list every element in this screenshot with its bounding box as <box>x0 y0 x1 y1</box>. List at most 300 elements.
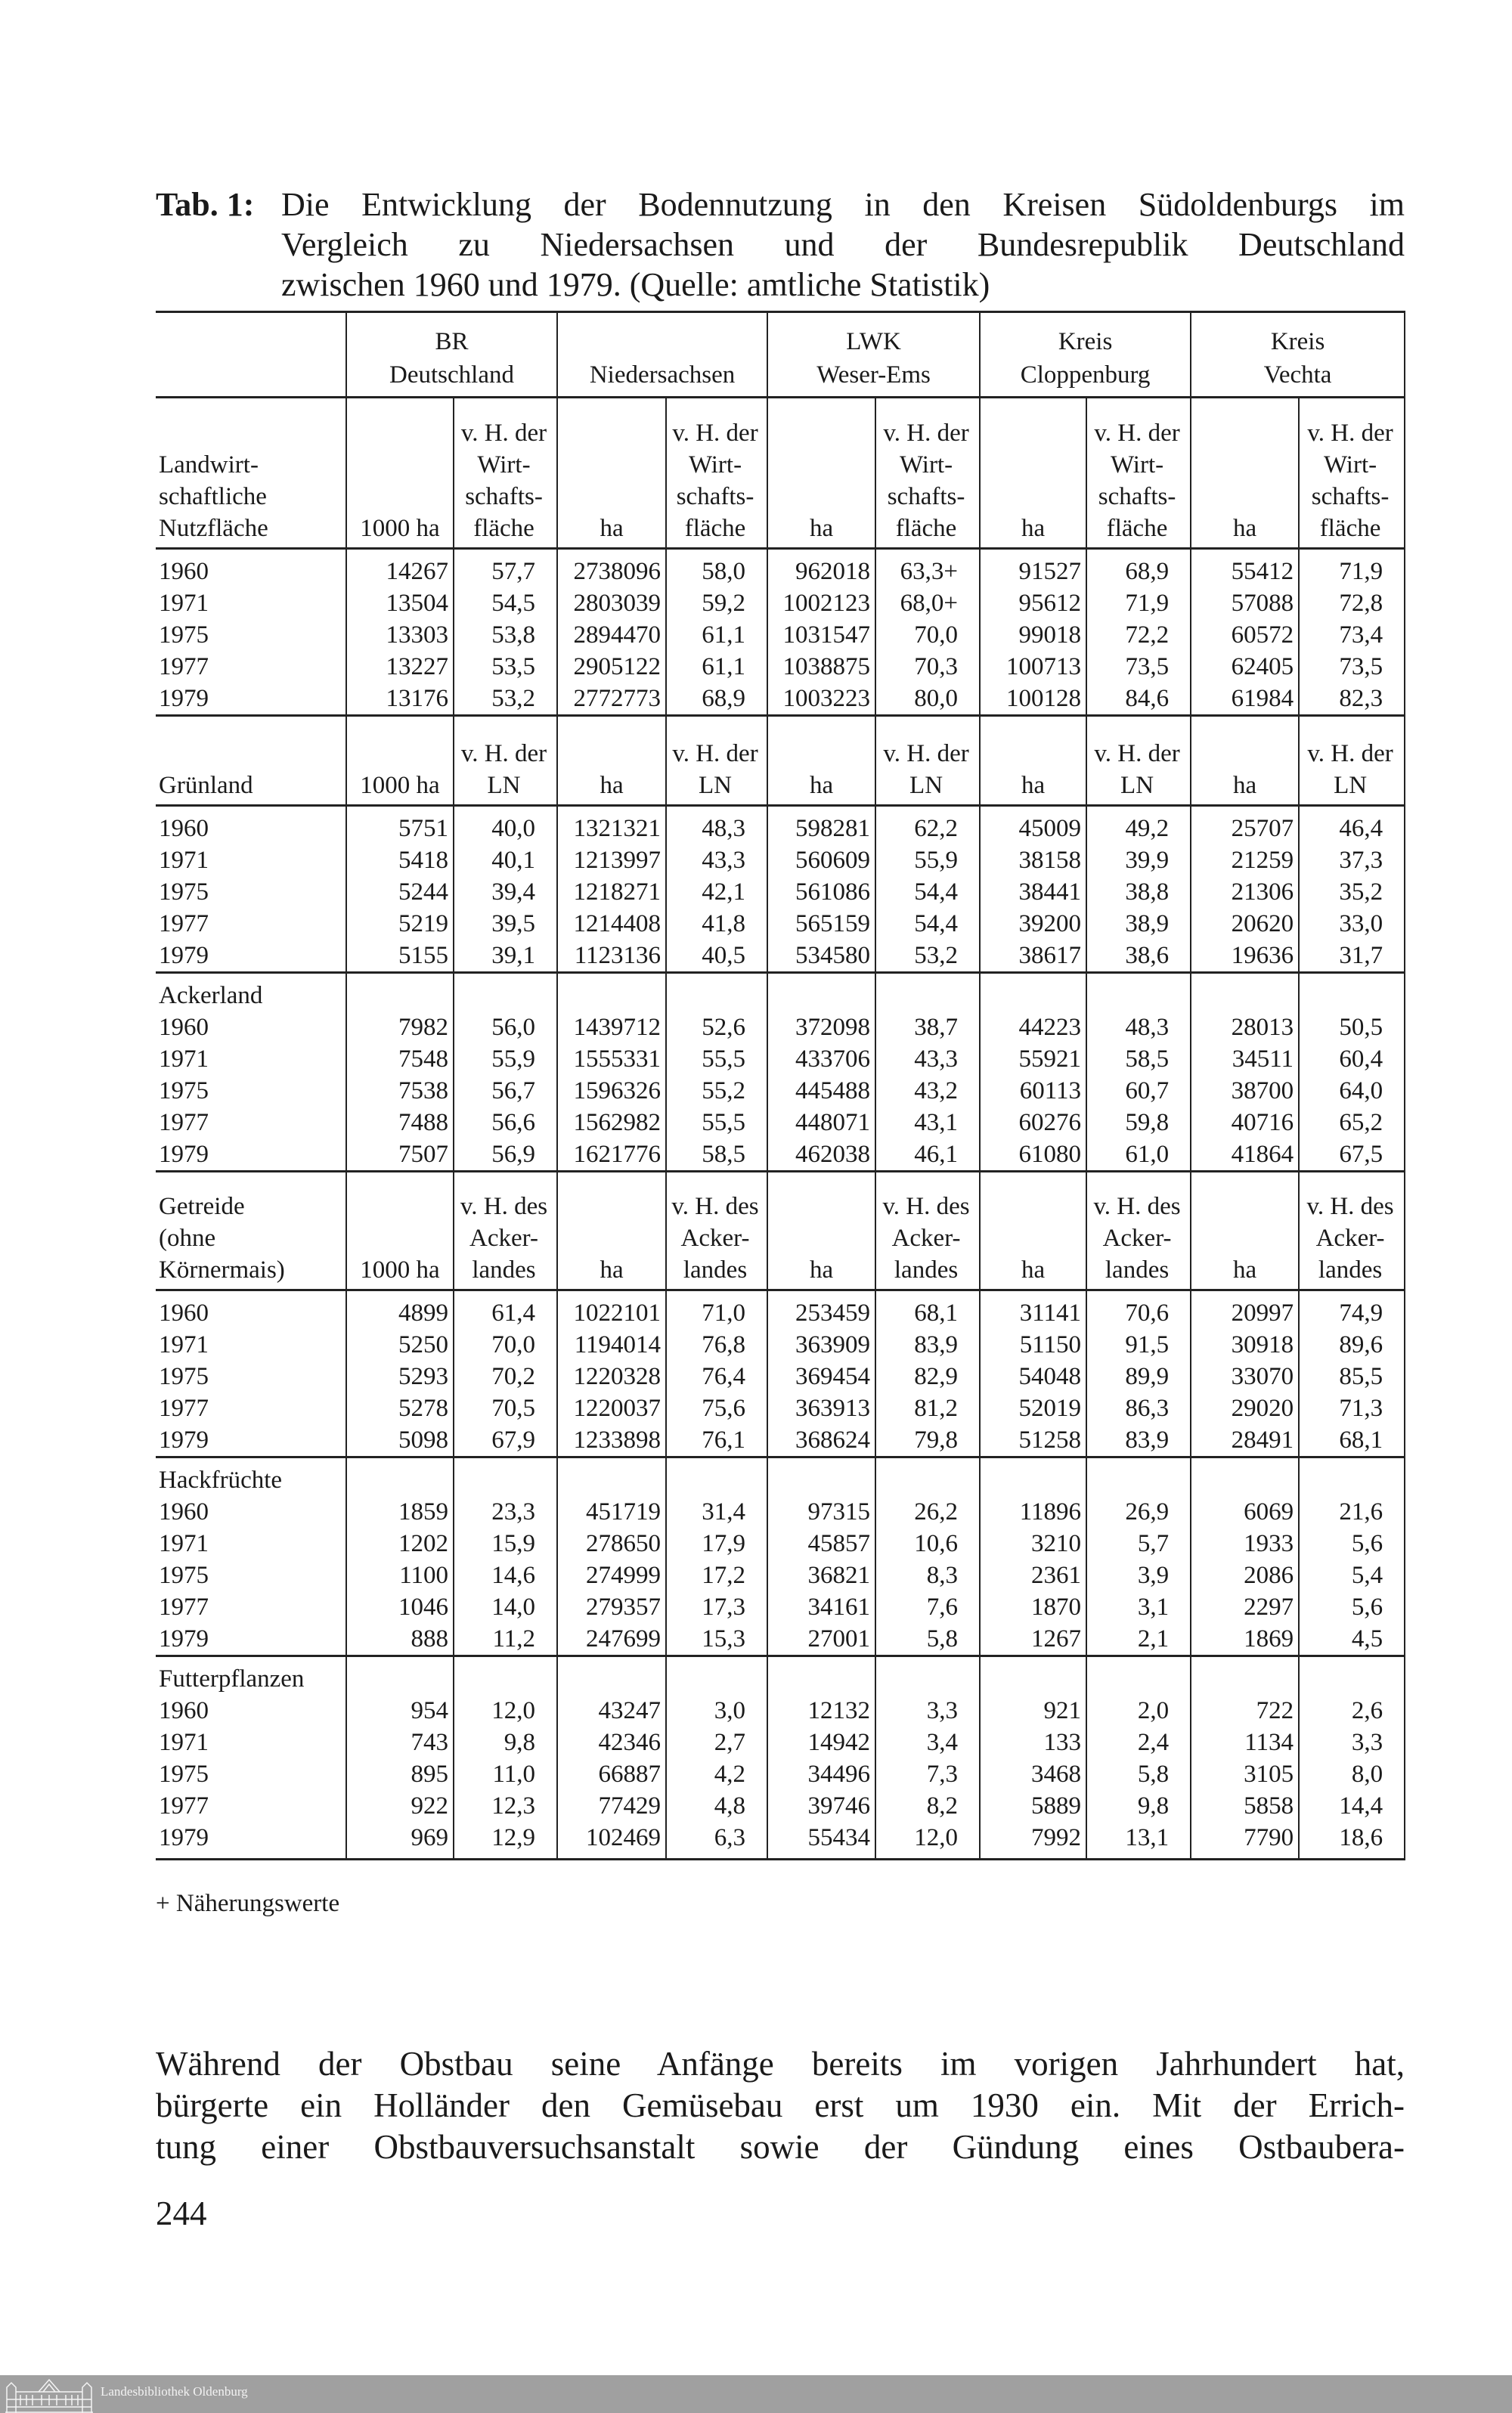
percent-value-cell: 3,0 <box>666 1695 767 1727</box>
unit-abs-header: ha <box>767 398 875 549</box>
region-header: Kreis Cloppenburg <box>980 312 1191 398</box>
section-label-row <box>156 973 1405 1012</box>
percent-value-cell: 89,9 <box>1086 1361 1191 1392</box>
percent-value-cell: 12,0 <box>875 1822 980 1860</box>
percent-value-cell: 2,1 <box>1086 1623 1191 1656</box>
percent-value-cell: 43,1 <box>875 1107 980 1138</box>
table-row <box>156 1392 1405 1424</box>
area-value-cell: 1933 <box>1191 1528 1299 1560</box>
year-cell: 1977 <box>159 653 209 680</box>
percent-value-cell: 74,9 <box>1299 1290 1405 1330</box>
percent-value-cell: 60,7 <box>1086 1075 1191 1107</box>
unit-abs-header: ha <box>557 1172 666 1290</box>
percent-value-cell: 5,6 <box>1299 1591 1405 1623</box>
percent-value-cell: 9,8 <box>1086 1790 1191 1822</box>
percent-value-cell: 70,0 <box>875 619 980 651</box>
empty-cell <box>346 1457 454 1497</box>
library-footer-bar <box>0 2375 1512 2413</box>
year-cell: 1975 <box>159 621 209 649</box>
area-value-cell: 14267 <box>346 549 454 588</box>
empty-cell <box>980 1656 1086 1696</box>
table-row <box>156 1727 1405 1758</box>
area-value-cell: 62405 <box>1191 651 1299 683</box>
empty-cell <box>454 1656 557 1696</box>
percent-value-cell: 42,1 <box>666 876 767 908</box>
empty-cell <box>875 1457 980 1497</box>
percent-value-cell: 71,9 <box>1299 549 1405 588</box>
percent-value-cell: 85,5 <box>1299 1361 1405 1392</box>
area-value-cell: 39200 <box>980 908 1086 940</box>
area-value-cell: 1038875 <box>767 651 875 683</box>
percent-value-cell: 21,6 <box>1299 1496 1405 1528</box>
percent-value-cell: 53,8 <box>454 619 557 651</box>
area-value-cell: 28013 <box>1191 1011 1299 1043</box>
percent-value-cell: 55,2 <box>666 1075 767 1107</box>
percent-value-cell: 31,4 <box>666 1496 767 1528</box>
empty-cell <box>666 1457 767 1497</box>
unit-abs-header: ha <box>767 1172 875 1290</box>
area-value-cell: 253459 <box>767 1290 875 1330</box>
unit-pct-header: v. H. des Acker- landes <box>666 1172 767 1290</box>
area-value-cell: 274999 <box>557 1560 666 1591</box>
empty-cell <box>1191 1656 1299 1696</box>
library-building-logo-icon <box>5 2377 93 2413</box>
unit-header-row <box>156 716 1405 806</box>
unit-abs-header: ha <box>557 716 666 806</box>
percent-value-cell: 3,3 <box>1299 1727 1405 1758</box>
area-value-cell: 5098 <box>346 1424 454 1457</box>
area-value-cell: 5244 <box>346 876 454 908</box>
section-label: Futterpflanzen <box>156 1656 346 1696</box>
area-value-cell: 34161 <box>767 1591 875 1623</box>
percent-value-cell: 68,1 <box>1299 1424 1405 1457</box>
area-value-cell: 11896 <box>980 1496 1086 1528</box>
unit-pct-header: v. H. der LN <box>454 716 557 806</box>
percent-value-cell: 3,4 <box>875 1727 980 1758</box>
area-value-cell: 61984 <box>1191 683 1299 716</box>
section-label: Grünland <box>156 716 346 806</box>
area-value-cell: 99018 <box>980 619 1086 651</box>
percent-value-cell: 2,0 <box>1086 1695 1191 1727</box>
empty-cell <box>1191 1457 1299 1497</box>
empty-cell <box>1086 1457 1191 1497</box>
table-row <box>156 876 1405 908</box>
area-value-cell: 7790 <box>1191 1822 1299 1860</box>
percent-value-cell: 2,4 <box>1086 1727 1191 1758</box>
area-value-cell: 279357 <box>557 1591 666 1623</box>
area-value-cell: 60572 <box>1191 619 1299 651</box>
year-cell: 1975 <box>159 1562 209 1589</box>
percent-value-cell: 71,9 <box>1086 587 1191 619</box>
percent-value-cell: 61,0 <box>1086 1138 1191 1172</box>
percent-value-cell: 48,3 <box>1086 1011 1191 1043</box>
year-cell: 1960 <box>159 1697 209 1724</box>
area-value-cell: 45009 <box>980 806 1086 845</box>
empty-cell <box>767 1656 875 1696</box>
area-value-cell: 363913 <box>767 1392 875 1424</box>
percent-value-cell: 17,9 <box>666 1528 767 1560</box>
percent-value-cell: 82,3 <box>1299 683 1405 716</box>
percent-value-cell: 68,9 <box>666 683 767 716</box>
table-row <box>156 940 1405 973</box>
percent-value-cell: 40,5 <box>666 940 767 973</box>
percent-value-cell: 18,6 <box>1299 1822 1405 1860</box>
percent-value-cell: 73,5 <box>1086 651 1191 683</box>
percent-value-cell: 76,4 <box>666 1361 767 1392</box>
area-value-cell: 25707 <box>1191 806 1299 845</box>
empty-cell <box>875 973 980 1012</box>
region-header: Kreis Vechta <box>1191 312 1405 398</box>
area-value-cell: 30918 <box>1191 1329 1299 1361</box>
area-value-cell: 5219 <box>346 908 454 940</box>
unit-abs-header: ha <box>1191 398 1299 549</box>
unit-pct-header: v. H. der LN <box>1299 716 1405 806</box>
area-value-cell: 51150 <box>980 1329 1086 1361</box>
area-value-cell: 3210 <box>980 1528 1086 1560</box>
unit-abs-header: ha <box>1191 1172 1299 1290</box>
percent-value-cell: 39,1 <box>454 940 557 973</box>
percent-value-cell: 10,6 <box>875 1528 980 1560</box>
area-value-cell: 448071 <box>767 1107 875 1138</box>
percent-value-cell: 14,4 <box>1299 1790 1405 1822</box>
area-value-cell: 363909 <box>767 1329 875 1361</box>
area-value-cell: 2361 <box>980 1560 1086 1591</box>
percent-value-cell: 15,9 <box>454 1528 557 1560</box>
area-value-cell: 1100 <box>346 1560 454 1591</box>
percent-value-cell: 55,5 <box>666 1107 767 1138</box>
area-value-cell: 7538 <box>346 1075 454 1107</box>
area-value-cell: 1213997 <box>557 844 666 876</box>
table-row <box>156 683 1405 716</box>
area-value-cell: 1214408 <box>557 908 666 940</box>
percent-value-cell: 60,4 <box>1299 1043 1405 1075</box>
percent-value-cell: 23,3 <box>454 1496 557 1528</box>
area-value-cell: 52019 <box>980 1392 1086 1424</box>
year-cell: 1977 <box>159 1109 209 1136</box>
year-cell: 1979 <box>159 1141 209 1168</box>
area-value-cell: 12132 <box>767 1695 875 1727</box>
percent-value-cell: 68,0+ <box>875 587 980 619</box>
percent-value-cell: 3,3 <box>875 1695 980 1727</box>
percent-value-cell: 8,0 <box>1299 1758 1405 1790</box>
table-row <box>156 1496 1405 1528</box>
percent-value-cell: 5,4 <box>1299 1560 1405 1591</box>
area-value-cell: 20620 <box>1191 908 1299 940</box>
empty-cell <box>767 973 875 1012</box>
area-value-cell: 55921 <box>980 1043 1086 1075</box>
percent-value-cell: 38,8 <box>1086 876 1191 908</box>
table-number: Tab. 1: <box>156 186 255 223</box>
percent-value-cell: 26,2 <box>875 1496 980 1528</box>
unit-pct-header: v. H. des Acker- landes <box>454 1172 557 1290</box>
table-row <box>156 1560 1405 1591</box>
area-value-cell: 28491 <box>1191 1424 1299 1457</box>
area-value-cell: 1046 <box>346 1591 454 1623</box>
area-value-cell: 922 <box>346 1790 454 1822</box>
percent-value-cell: 3,1 <box>1086 1591 1191 1623</box>
percent-value-cell: 73,4 <box>1299 619 1405 651</box>
percent-value-cell: 39,9 <box>1086 844 1191 876</box>
empty-cell <box>666 973 767 1012</box>
year-cell: 1975 <box>159 878 209 906</box>
caption-line: Vergleich zu Niedersachsen und der Bundesrepublik Deutschland <box>281 226 1405 263</box>
section-label: Getreide (ohne Körnermais) <box>156 1172 346 1290</box>
area-value-cell: 247699 <box>557 1623 666 1656</box>
percent-value-cell: 55,9 <box>454 1043 557 1075</box>
area-value-cell: 33070 <box>1191 1361 1299 1392</box>
table-row <box>156 844 1405 876</box>
area-value-cell: 2086 <box>1191 1560 1299 1591</box>
percent-value-cell: 53,2 <box>875 940 980 973</box>
area-value-cell: 133 <box>980 1727 1086 1758</box>
percent-value-cell: 61,1 <box>666 619 767 651</box>
area-value-cell: 1267 <box>980 1623 1086 1656</box>
unit-header-row <box>156 1172 1405 1290</box>
percent-value-cell: 12,9 <box>454 1822 557 1860</box>
area-value-cell: 61080 <box>980 1138 1086 1172</box>
area-value-cell: 1621776 <box>557 1138 666 1172</box>
percent-value-cell: 71,0 <box>666 1290 767 1330</box>
area-value-cell: 1003223 <box>767 683 875 716</box>
year-cell: 1971 <box>159 1729 209 1756</box>
area-value-cell: 368624 <box>767 1424 875 1457</box>
percent-value-cell: 46,1 <box>875 1138 980 1172</box>
percent-value-cell: 76,1 <box>666 1424 767 1457</box>
area-value-cell: 34511 <box>1191 1043 1299 1075</box>
year-cell: 1960 <box>159 1498 209 1526</box>
area-value-cell: 38617 <box>980 940 1086 973</box>
library-name: Landesbibliothek Oldenburg <box>101 2384 248 2399</box>
percent-value-cell: 67,5 <box>1299 1138 1405 1172</box>
unit-pct-header: v. H. der LN <box>1086 716 1191 806</box>
percent-value-cell: 5,8 <box>1086 1758 1191 1790</box>
area-value-cell: 42346 <box>557 1727 666 1758</box>
unit-abs-header: ha <box>980 1172 1086 1290</box>
unit-pct-header: v. H. der Wirt- schafts- fläche <box>875 398 980 549</box>
table-row <box>156 1822 1405 1860</box>
section-label: Hackfrüchte <box>156 1457 346 1497</box>
corner-cell <box>156 312 346 398</box>
area-value-cell: 1022101 <box>557 1290 666 1330</box>
percent-value-cell: 58,5 <box>666 1138 767 1172</box>
percent-value-cell: 11,2 <box>454 1623 557 1656</box>
empty-cell <box>346 973 454 1012</box>
area-value-cell: 6069 <box>1191 1496 1299 1528</box>
year-cell: 1975 <box>159 1363 209 1390</box>
percent-value-cell: 54,4 <box>875 908 980 940</box>
area-value-cell: 51258 <box>980 1424 1086 1457</box>
region-header: LWK Weser-Ems <box>767 312 980 398</box>
area-value-cell: 20997 <box>1191 1290 1299 1330</box>
percent-value-cell: 83,9 <box>1086 1424 1191 1457</box>
area-value-cell: 1134 <box>1191 1727 1299 1758</box>
area-value-cell: 36821 <box>767 1560 875 1591</box>
percent-value-cell: 26,9 <box>1086 1496 1191 1528</box>
percent-value-cell: 11,0 <box>454 1758 557 1790</box>
area-value-cell: 5155 <box>346 940 454 973</box>
area-value-cell: 13176 <box>346 683 454 716</box>
year-cell: 1971 <box>159 1530 209 1557</box>
percent-value-cell: 33,0 <box>1299 908 1405 940</box>
area-value-cell: 45857 <box>767 1528 875 1560</box>
area-value-cell: 1596326 <box>557 1075 666 1107</box>
empty-cell <box>346 1656 454 1696</box>
area-value-cell: 19636 <box>1191 940 1299 973</box>
percent-value-cell: 15,3 <box>666 1623 767 1656</box>
percent-value-cell: 68,1 <box>875 1290 980 1330</box>
year-cell: 1977 <box>159 1792 209 1820</box>
area-value-cell: 7548 <box>346 1043 454 1075</box>
area-value-cell: 372098 <box>767 1011 875 1043</box>
empty-cell <box>1299 1656 1405 1696</box>
percent-value-cell: 43,2 <box>875 1075 980 1107</box>
percent-value-cell: 71,3 <box>1299 1392 1405 1424</box>
area-value-cell: 1202 <box>346 1528 454 1560</box>
percent-value-cell: 79,8 <box>875 1424 980 1457</box>
percent-value-cell: 89,6 <box>1299 1329 1405 1361</box>
percent-value-cell: 73,5 <box>1299 651 1405 683</box>
area-value-cell: 38158 <box>980 844 1086 876</box>
percent-value-cell: 39,5 <box>454 908 557 940</box>
empty-cell <box>666 1656 767 1696</box>
year-cell: 1960 <box>159 1299 209 1327</box>
area-value-cell: 100128 <box>980 683 1086 716</box>
empty-cell <box>980 1457 1086 1497</box>
area-value-cell: 2894470 <box>557 619 666 651</box>
area-value-cell: 962018 <box>767 549 875 588</box>
percent-value-cell: 75,6 <box>666 1392 767 1424</box>
area-value-cell: 1031547 <box>767 619 875 651</box>
percent-value-cell: 14,0 <box>454 1591 557 1623</box>
area-value-cell: 7992 <box>980 1822 1086 1860</box>
empty-cell <box>557 973 666 1012</box>
area-value-cell: 451719 <box>557 1496 666 1528</box>
unit-pct-header: v. H. der LN <box>875 716 980 806</box>
percent-value-cell: 14,6 <box>454 1560 557 1591</box>
percent-value-cell: 64,0 <box>1299 1075 1405 1107</box>
year-cell: 1975 <box>159 1761 209 1788</box>
percent-value-cell: 12,3 <box>454 1790 557 1822</box>
percent-value-cell: 2,7 <box>666 1727 767 1758</box>
area-value-cell: 954 <box>346 1695 454 1727</box>
footnote: + Näherungswerte <box>156 1890 340 1917</box>
area-value-cell: 2772773 <box>557 683 666 716</box>
area-value-cell: 1870 <box>980 1591 1086 1623</box>
percent-value-cell: 12,0 <box>454 1695 557 1727</box>
percent-value-cell: 38,6 <box>1086 940 1191 973</box>
area-value-cell: 14942 <box>767 1727 875 1758</box>
area-value-cell: 97315 <box>767 1496 875 1528</box>
table-row <box>156 1695 1405 1727</box>
unit-pct-header: v. H. der Wirt- schafts- fläche <box>666 398 767 549</box>
percent-value-cell: 72,8 <box>1299 587 1405 619</box>
percent-value-cell: 72,2 <box>1086 619 1191 651</box>
table-row <box>156 619 1405 651</box>
area-value-cell: 66887 <box>557 1758 666 1790</box>
empty-cell <box>1086 1656 1191 1696</box>
unit-pct-header: v. H. des Acker- landes <box>1299 1172 1405 1290</box>
area-value-cell: 77429 <box>557 1790 666 1822</box>
area-value-cell: 1439712 <box>557 1011 666 1043</box>
table-row <box>156 908 1405 940</box>
area-value-cell: 560609 <box>767 844 875 876</box>
unit-pct-header: v. H. der Wirt- schafts- fläche <box>454 398 557 549</box>
table-row <box>156 1138 1405 1172</box>
percent-value-cell: 4,5 <box>1299 1623 1405 1656</box>
unit-pct-header: v. H. der LN <box>666 716 767 806</box>
area-value-cell: 38441 <box>980 876 1086 908</box>
percent-value-cell: 61,1 <box>666 651 767 683</box>
area-value-cell: 1218271 <box>557 876 666 908</box>
area-value-cell: 561086 <box>767 876 875 908</box>
percent-value-cell: 49,2 <box>1086 806 1191 845</box>
year-cell: 1960 <box>159 815 209 842</box>
empty-cell <box>1299 973 1405 1012</box>
percent-value-cell: 7,6 <box>875 1591 980 1623</box>
percent-value-cell: 65,2 <box>1299 1107 1405 1138</box>
year-cell: 1979 <box>159 1426 209 1454</box>
year-cell: 1979 <box>159 1625 209 1653</box>
table-row <box>156 1424 1405 1457</box>
empty-cell <box>1299 1457 1405 1497</box>
percent-value-cell: 5,7 <box>1086 1528 1191 1560</box>
unit-pct-header: v. H. der Wirt- schafts- fläche <box>1299 398 1405 549</box>
percent-value-cell: 38,7 <box>875 1011 980 1043</box>
unit-pct-header: v. H. des Acker- landes <box>875 1172 980 1290</box>
unit-abs-header: ha <box>980 716 1086 806</box>
percent-value-cell: 70,6 <box>1086 1290 1191 1330</box>
area-value-cell: 3105 <box>1191 1758 1299 1790</box>
area-value-cell: 7982 <box>346 1011 454 1043</box>
area-value-cell: 2738096 <box>557 549 666 588</box>
percent-value-cell: 43,3 <box>875 1043 980 1075</box>
area-value-cell: 91527 <box>980 549 1086 588</box>
percent-value-cell: 40,1 <box>454 844 557 876</box>
percent-value-cell: 58,5 <box>1086 1043 1191 1075</box>
area-value-cell: 1220328 <box>557 1361 666 1392</box>
unit-pct-header: v. H. des Acker- landes <box>1086 1172 1191 1290</box>
region-header-row <box>156 312 1405 398</box>
area-value-cell: 445488 <box>767 1075 875 1107</box>
area-value-cell: 60276 <box>980 1107 1086 1138</box>
area-value-cell: 38700 <box>1191 1075 1299 1107</box>
year-cell: 1977 <box>159 1395 209 1422</box>
percent-value-cell: 68,9 <box>1086 549 1191 588</box>
area-value-cell: 565159 <box>767 908 875 940</box>
area-value-cell: 1220037 <box>557 1392 666 1424</box>
percent-value-cell: 56,6 <box>454 1107 557 1138</box>
unit-abs-header: ha <box>980 398 1086 549</box>
paragraph-line: Während der Obstbau seine Anfänge bereits im vorigen Jahrhundert hat, <box>156 2045 1405 2083</box>
area-value-cell: 21259 <box>1191 844 1299 876</box>
area-value-cell: 743 <box>346 1727 454 1758</box>
caption-line: zwischen 1960 und 1979. (Quelle: amtliche Statistik) <box>281 266 990 303</box>
area-value-cell: 1869 <box>1191 1623 1299 1656</box>
percent-value-cell: 81,2 <box>875 1392 980 1424</box>
percent-value-cell: 86,3 <box>1086 1392 1191 1424</box>
percent-value-cell: 4,8 <box>666 1790 767 1822</box>
area-value-cell: 598281 <box>767 806 875 845</box>
year-cell: 1977 <box>159 1594 209 1621</box>
area-value-cell: 2297 <box>1191 1591 1299 1623</box>
area-value-cell: 60113 <box>980 1075 1086 1107</box>
caption-line: Die Entwicklung der Bodennutzung in den Kreisen Südoldenburgs im <box>281 186 1405 223</box>
year-cell: 1979 <box>159 685 209 712</box>
percent-value-cell: 13,1 <box>1086 1822 1191 1860</box>
area-value-cell: 5250 <box>346 1329 454 1361</box>
area-value-cell: 969 <box>346 1822 454 1860</box>
percent-value-cell: 91,5 <box>1086 1329 1191 1361</box>
